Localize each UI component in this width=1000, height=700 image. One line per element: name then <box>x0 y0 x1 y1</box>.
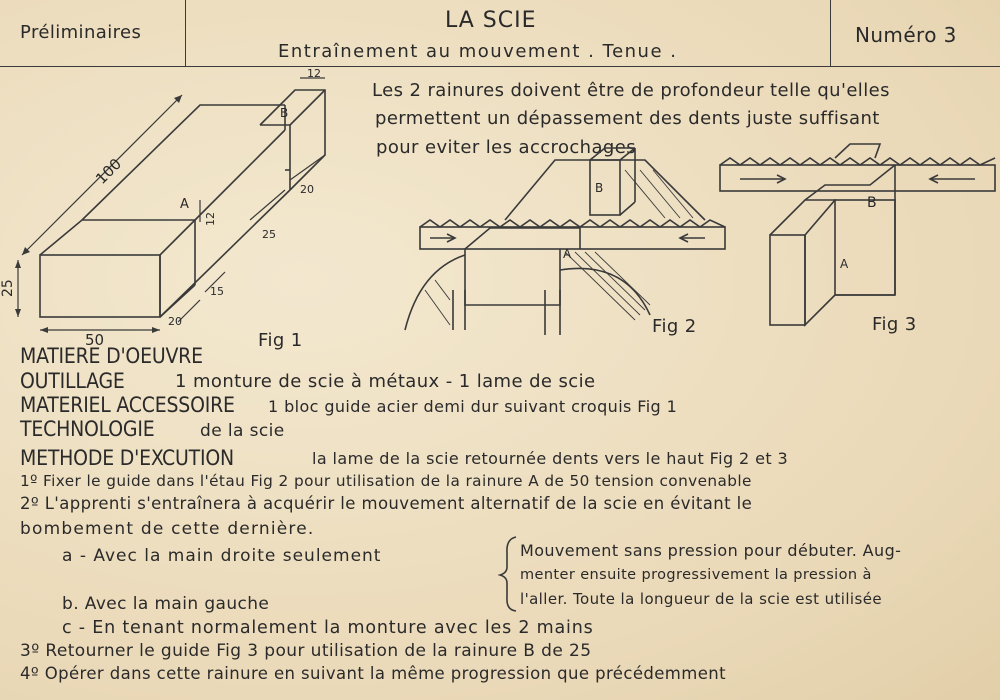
fig3-label-b: B <box>867 195 877 211</box>
fig1-dim-15: 15 <box>210 285 224 298</box>
header-title: LA SCIE <box>445 8 537 33</box>
header-section: Préliminaires <box>20 22 142 43</box>
fig1-label-a: A <box>180 197 189 212</box>
header-divider-right <box>830 0 831 66</box>
brace-line-2: menter ensuite progressivement la pression à <box>520 567 872 583</box>
fig1-dim-12-side: 12 <box>204 212 217 226</box>
materiel-label: MATERIEL ACCESSOIRE <box>20 393 235 417</box>
header-subtitle: Entraînement au mouvement . Tenue . <box>278 41 678 62</box>
methode-text: la lame de la scie retournée dents vers le haut Fig 2 et 3 <box>312 449 789 468</box>
fig3-label-a: A <box>840 257 849 271</box>
outillage-label: OUTILLAGE <box>20 369 125 393</box>
header-number: Numéro 3 <box>855 23 957 47</box>
step-4: 4º Opérer dans cette rainure en suivant la même progression que précédemment <box>20 664 727 683</box>
methode-label: METHODE D'EXCUTION <box>20 446 234 470</box>
brace-line-1: Mouvement sans pression pour débuter. Aug- <box>520 541 902 560</box>
fig2-label-b: B <box>595 181 604 195</box>
fig3-caption: Fig 3 <box>872 314 917 335</box>
fig1-guide-block-drawing <box>0 60 360 360</box>
note-line-1: Les 2 rainures doivent être de profondeur telle qu'elles <box>372 80 890 101</box>
technologie-text: de la scie <box>200 421 285 441</box>
step-3: 3º Retourner le guide Fig 3 pour utilisation de la rainure B de 25 <box>20 641 592 661</box>
sub-c: c - En tenant normalement la monture avec les 2 mains <box>62 618 594 638</box>
step-2-line-2: bombement de cette dernière. <box>20 519 315 539</box>
fig1-dim-20-bottom: 20 <box>168 315 182 328</box>
sub-a: a - Avec la main droite seulement <box>62 546 382 566</box>
fig2-label-a: A <box>563 247 572 261</box>
step-1: 1º Fixer le guide dans l'étau Fig 2 pour utilisation de la rainure A de 50 tension convenable <box>20 472 752 490</box>
matiere-heading: MATIERE D'OEUVRE <box>20 344 203 368</box>
fig1-caption: Fig 1 <box>258 330 303 351</box>
fig1-dim-20-right: 20 <box>300 183 314 196</box>
header-divider-left <box>185 0 186 66</box>
fig1-dim-25-right: 25 <box>262 228 276 241</box>
fig2-caption: Fig 2 <box>652 316 697 337</box>
note-line-2: permettent un dépassement des dents juste suffisant <box>375 108 880 129</box>
fig1-dim-50: 50 <box>85 331 105 349</box>
technologie-label: TECHNOLOGIE <box>20 417 155 441</box>
fig2-saw-in-vise-drawing <box>395 140 735 340</box>
brace-symbol <box>498 535 520 613</box>
note-line-3: pour eviter les accrochages <box>376 137 636 158</box>
sub-b: b. Avec la main gauche <box>62 594 270 614</box>
brace-line-3: l'aller. Toute la longueur de la scie est utilisée <box>520 590 882 608</box>
step-2-line-1: 2º L'apprenti s'entraînera à acquérir le mouvement alternatif de la scie en évitant le <box>20 494 753 513</box>
fig3-reversed-guide-drawing <box>715 140 1000 340</box>
fig1-label-b: B <box>280 106 289 120</box>
materiel-text: 1 bloc guide acier demi dur suivant croquis Fig 1 <box>268 397 678 416</box>
fig1-dim-100: 100 <box>92 154 126 188</box>
outillage-text: 1 monture de scie à métaux - 1 lame de scie <box>175 371 596 392</box>
fig1-dim-25-left: 25 <box>0 279 16 297</box>
fig1-dim-12-top: 12 <box>307 67 321 80</box>
